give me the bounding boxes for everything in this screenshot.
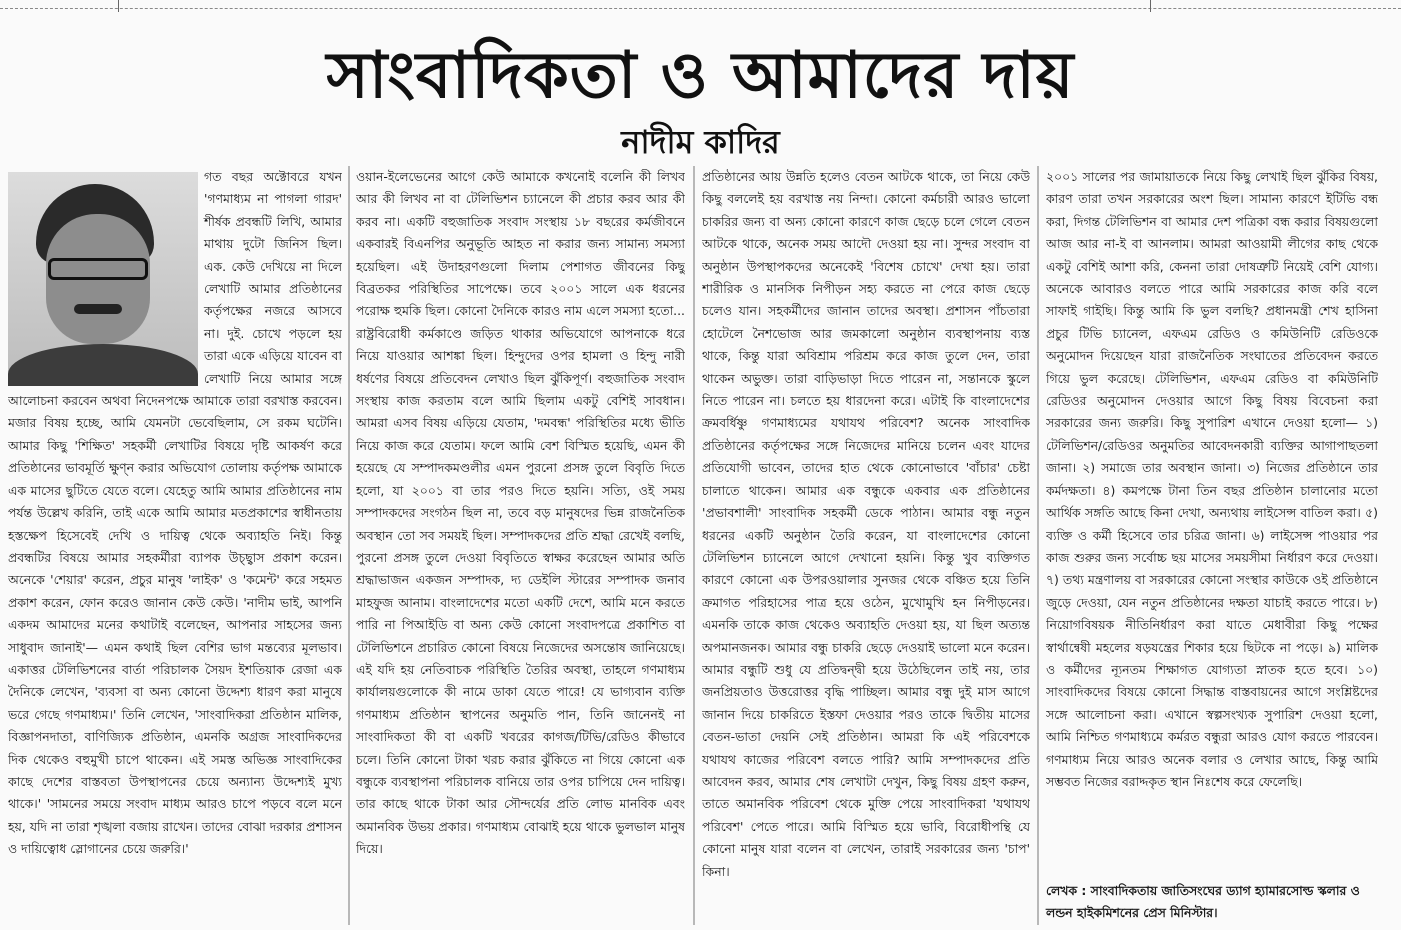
article-headline: সাংবাদিকতা ও আমাদের দায় [326, 39, 1075, 113]
author-note: লেখক : সাংবাদিকতায় জাতিসংঘের ড্যাগ হ্যামারসোল্ড স্কলার ও লন্ডন হাইকমিশনের প্রেস মিনিস্টার। [1046, 883, 1360, 920]
article-column-2 [356, 166, 685, 926]
portrait-glasses [48, 258, 148, 280]
article-column-4 [1046, 166, 1378, 874]
author-portrait-icon [8, 172, 198, 386]
portrait-mustache [74, 304, 122, 314]
column-2-text: ওয়ান-ইলেভেনের আগে কেউ আমাকে কখনোই বলেনি কী লিখব আর কী লিখব না বা টেলিভিশন চ্যানেলে কী প্রচার করব আর কী করব না। একটি বহুজাতিক সংবাদ সংস্থায় ১৮ বছরের কর্মজীবনে একবারই বিএনপির অনুভূতি আহত না করার জন্য সামান্য সমস্যা হয়েছিল। এই উদাহরণগুলো দিলাম পেশাগত জীবনের কিছু বিব্রতকর পরিস্থিতির সাপেক্ষে। তবে ২০০১ সালে এক ধরনের পরোক্ষ হুমকি ছিল। কোনো দৈনিকে কারও নাম এলে সমস্যা হতো... রাষ্ট্রবিরোধী কর্মকাণ্ডে জড়িত থাকার অভিযোগে আপনাকে ধরে নিয়ে যাওয়ার আশঙ্কা ছিল। হিন্দুদের ওপর হামলা ও হিন্দু নারী ধর্ষণের বিষয়ে প্রতিবেদন লেখাও ছিল ঝুঁকিপূর্ণ। বহুজাতিক সংবাদ সংস্থায় কাজ করতাম বলে আমি ছিলাম একটু বেশিই সাবধান। আমরা এসব বিষয় এড়িয়ে যেতাম, 'দমবন্ধ' পরিস্থিতির মধ্যে ভীতি নিয়ে কাজ করে যেতাম। ফলে আমি বেশ বিস্মিত হয়েছি, এমন কী হয়েছে যে সম্পাদকমণ্ডলীর এমন পুরনো প্রসঙ্গ তুলে বিবৃতি দিতে হলো, যা ২০০১ বা তার পরও দিতে হয়নি। সত্যি, ওই সময় সম্পাদকদের সংগঠন ছিল না, তবে বড় মানুষদের ভিন্ন রাজনৈতিক অবস্থান তো সব সময়ই ছিল। সম্পাদকদের প্রতি শ্রদ্ধা রেখেই বলছি, পুরনো প্রসঙ্গ তুলে দেওয়া বিবৃতিতে স্বাক্ষর করেছেন আমার অতি শ্রদ্ধাভাজন একজন সম্পাদক, দ্য ডেইলি স্টারের সম্পাদক জনাব মাহফুজ আনাম। বাংলাদেশের মতো একটি দেশে, আমি মনে করতে পারি না পিআইডি বা অন্য কেউ কোনো সংবাদপত্রে প্রকাশিত বা টেলিভিশনে প্রচারিত কোনো বিষয়ে নিজেদের অসন্তোষ জানিয়েছে। এই যদি হয় নেতিবাচক পরিস্থিতি তৈরির অবস্থা, তাহলে গণমাধ্যম কার্যালয়গুলোকে কী নামে ডাকা যেতে পারে! যে ভাগ্যবান ব্যক্তি গণমাধ্যম প্রতিষ্ঠান স্থাপনের অনুমতি পান, তিনি জানেনই না সাংবাদিকতা কী বা একটি খবরের কাগজ/টিভি/রেডিও কীভাবে চলে। তিনি কোনো টাকা খরচ করার ঝুঁকিতে না গিয়ে কোনো এক বন্ধুকে ব্যবস্থাপনা পরিচালক বানিয়ে তার ওপর চাপিয়ে দেন দায়িত্ব। তার কাছে থাকে টাকা আর সৌন্দর্যের প্রতি লোভ মানবিক এবং অমানবিক উভয় প্রকার। গণমাধ্যম বোঝাই হয়ে থাকে ভুলভাল মানুষ দিয়ে। [356, 169, 685, 857]
column-3-text: প্রতিষ্ঠানের আয় উন্নতি হলেও বেতন আটকে থাকে, তা নিয়ে কেউ কিছু বললেই হয় বরখাস্ত নয় নিন্দা। কোনো কর্মচারী আরও ভালো চাকরির জন্য বা অন্য কোনো কারণে কাজ ছেড়ে চলে গেলে বেতন আটকে থাকে, অনেক সময় আদৌ দেওয়া হয় না। সুন্দর সংবাদ বা অনুষ্ঠান উপস্থাপকদের অনেকেই 'বিশেষ চোখে' দেখা হয়। তারা শারীরিক ও মানসিক নিপীড়ন সহ্য করতে না পেরে কাজ ছেড়ে চলেও যান। সহকর্মীদের জানান তাদের অবস্থা। প্রশাসন পাঁচতারা হোটেলে নৈশভোজ আর জমকালো অনুষ্ঠান ব্যবস্থাপনায় ব্যস্ত থাকে, কিন্তু যারা অবিশ্রাম পরিশ্রম করে কাজ তুলে দেন, তারা থাকেন অভুক্ত। তারা বাড়িভাড়া দিতে পারেন না, সন্তানকে স্কুলে নিতে পারেন না। চলতে হয় ধারদেনা করে। এটাই কি বাংলাদেশের ক্রমবর্ধিষ্ণু গণমাধ্যমের যথাযথ পরিবেশ? অনেক সাংবাদিক প্রতিষ্ঠানের কর্তৃপক্ষের সঙ্গে নিজেদের মানিয়ে চলেন এবং যাদের প্রতিযোগী ভাবেন, তাদের হাত থেকে কোনোভাবে 'বাঁচার' চেষ্টা চালাতে থাকেন। আমার এক বন্ধুকে একবার এক প্রতিষ্ঠানের 'প্রভাবশালী' সাংবাদিক সহকর্মী ডেকে পাঠান। আমার বন্ধু নতুন ধরনের একটি অনুষ্ঠান তৈরি করেন, যা বাংলাদেশের কোনো টেলিভিশন চ্যানেলে আগে দেখানো হয়নি। কিন্তু খুব ব্যক্তিগত কারণে কোনো এক উপরওয়ালার সুনজর থেকে বঞ্চিত হয়ে তিনি ক্রমাগত পরিহাসের পাত্র হয়ে ওঠেন, মুখোমুখি হন নিপীড়নের। এমনকি তাকে কাজ থেকেও অব্যাহতি দেওয়া হয়, যা ছিল অত্যন্ত অপমানজনক। আমার বন্ধু চাকরি ছেড়ে দেওয়াই ভালো মনে করেন। আমার বন্ধুটি শুধু যে প্রতিদ্বন্দ্বী হয়ে উঠেছিলেন তাই নয়, তার জনপ্রিয়তাও উত্তরোত্তর বৃদ্ধি পাচ্ছিল। আমার বন্ধু দুই মাস আগে জানান দিয়ে চাকরিতে ইস্তফা দেওয়ার পরও তাকে দ্বিতীয় মাসের বেতন-ভাতা দেয়নি সেই প্রতিষ্ঠান। আমরা কি এই পরিবেশকে যথাযথ কাজের পরিবেশ বলতে পারি? আমি সম্পাদকদের প্রতি আবেদন করব, আমার শেষ লেখাটা দেখুন, কিছু বিষয় গ্রহণ করুন, তাতে অমানবিক পরিবেশ থেকে মুক্তি পেয়ে সাংবাদিকরা 'যথাযথ পরিবেশ' পেতে পারে। আমি বিস্মিত হয়ে ভাবি, বিরোধীপন্থি যে কোনো মানুষ যারা বলেন বা লেখেন, তারাই সরকারের জন্য 'চাপ' কিনা। [702, 169, 1030, 879]
article-byline: নাদীম কাদির [621, 123, 780, 161]
top-border-line [0, 8, 1401, 9]
column-1-text: গত বছর অক্টোবরে যখন 'গণমাধ্যম না পাগলা গারদ' শীর্ষক প্রবন্ধটি লিখি, আমার মাথায় দুটো জিনিস ছিল। এক. কেউ দেখিয়ে না দিলে লেখাটি আমার প্রতিষ্ঠানের কর্তৃপক্ষের নজরে আসবে না। দুই. চোখে পড়লে হয় তারা একে এড়িয়ে যাবেন বা লেখাটি নিয়ে আমার সঙ্গে আলোচনা করবেন অথবা নিদেনপক্ষে আমাকে তারা বরখাস্ত করবেন। মজার বিষয় হচ্ছে, আমি যেমনটা ভেবেছিলাম, সে রকম ঘটেনি। আমার কিছু 'শিক্ষিত' সহকর্মী লেখাটির বিষয়ে দৃষ্টি আকর্ষণ করে প্রতিষ্ঠানের ভাবমূর্তি ক্ষুণ্ন করার অভিযোগ তোলায় কর্তৃপক্ষ আমাকে এক মাসের ছুটিতে যেতে বলে। যেহেতু আমি আমার প্রতিষ্ঠানের নাম পর্যন্ত উল্লেখ করিনি, তাই একে আমি আমার মতপ্রকাশের স্বাধীনতায় হস্তক্ষেপ হিসেবেই দেখি ও দায়িত্ব থেকে অব্যাহতি নিই। কিন্তু প্রবন্ধটির বিষয়ে আমার সহকর্মীরা ব্যাপক উচ্ছ্বাস প্রকাশ করেন। অনেকে 'শেয়ার' করেন, প্রচুর মানুষ 'লাইক' ও 'কমেন্ট' করে সহমত প্রকাশ করেন, ফোন করেও জানান কেউ কেউ। 'নাদীম ভাই, আপনি একদম আমাদের মনের কথাটাই বলেছেন, আপনার সাহসের জন্য সাধুবাদ জানাই'— এমন কথাই ছিল বেশির ভাগ মন্তব্যের মূলভাব। একাত্তর টেলিভিশনের বার্তা পরিচালক সৈয়দ ইশতিয়াক রেজা এক দৈনিকে লেখেন, 'ব্যবসা বা অন্য কোনো উদ্দেশ্য ধারণ করা মানুষে ভরে গেছে গণমাধ্যম।' তিনি লেখেন, 'সাংবাদিকরা প্রতিষ্ঠান মালিক, বিজ্ঞাপনদাতা, বাণিজ্যিক প্রতিষ্ঠান, এমনকি অগ্রজ সাংবাদিকদের দিক থেকেও বহুমুখী চাপে থাকেন। এই সমস্ত অভিজ্ঞ সাংবাদিকের কাছে দেশের বাস্তবতা উপস্থাপনের চেয়ে অন্যান্য উদ্দেশ্যই মুখ্য থাকে।' 'সামনের সময়ে সংবাদ মাধ্যম আরও চাপে পড়বে বলে মনে হয়, যদি না তারা শৃঙ্খলা বজায় রাখেন। তাদের বোঝা দরকার প্রশাসন ও দায়িত্বোধ স্লোগানের চেয়ে জরুরি।' [8, 169, 342, 857]
article-column-3 [702, 166, 1030, 926]
article-column-1 [8, 166, 342, 926]
portrait-shirt [8, 344, 198, 386]
column-4-text: ২০০১ সালের পর জামায়াতকে নিয়ে কিছু লেখাই ছিল ঝুঁকির বিষয়, কারণ তারা তখন সরকারের অংশ ছিল। সামান্য কারণে ইটিভি বন্ধ করা, দিগন্ত টেলিভিশন বা আমার দেশ পত্রিকা বন্ধ করার বিষয়গুলো আজ আর না-ই বা আনলাম। আমরা আওয়ামী লীগের কাছ থেকে একটু বেশিই আশা করি, কেননা তারা দোষত্রুটি নিয়েই বেশি যোগ্য। অনেকে আবারও বলতে পারে আমি সরকারের কাজ করি বলে সাফাই গাইছি। কিন্তু আমি কি ভুল বলছি? প্রধানমন্ত্রী শেখ হাসিনা প্রচুর টিভি চ্যানেল, এফএম রেডিও ও কমিউনিটি রেডিওকে অনুমোদন দিয়েছেন যারা রাজনৈতিক সংঘাতের প্রতিবেদন করতে গিয়ে ভুল করেছে। টেলিভিশন, এফএম রেডিও বা কমিউনিটি রেডিওর অনুমোদন দেওয়ার আগে কিছু বিষয় বিবেচনা করা সরকারের জন্য জরুরি। কিছু সুপারিশ এখানে দেওয়া হলো— ১) টেলিভিশন/রেডিওর অনুমতির আবেদনকারী ব্যক্তির আগাপাছতলা জানা। ২) সমাজে তার অবস্থান জানা। ৩) নিজের প্রতিষ্ঠানে তার কর্মদক্ষতা। ৪) কমপক্ষে টানা তিন বছর প্রতিষ্ঠান চালানোর মতো আর্থিক সঙ্গতি আছে কিনা দেখা, অন্যথায় লাইসেন্স বাতিল করা। ৫) ব্যক্তি ও কর্মী হিসেবে তার চরিত্র জানা। ৬) লাইসেন্স পাওয়ার পর কাজ শুরুর জন্য সর্বোচ্চ ছয় মাসের সময়সীমা নির্ধারণ করে দেওয়া। ৭) তথ্য মন্ত্রণালয় বা সরকারের কোনো সংস্থার কাউকে ওই প্রতিষ্ঠানে জুড়ে দেওয়া, যেন নতুন প্রতিষ্ঠানের দক্ষতা যাচাই করতে পারে। ৮) নিয়োগবিষয়ক নীতিনির্ধারণ করা যাতে মেধাবীরা কিছু পক্ষের স্বার্থান্বেষী মহলের ষড়যন্ত্রের শিকার হয়ে ছিটকে না পড়ে। ৯) মালিক ও কর্মীদের ন্যূনতম শিক্ষাগত যোগ্যতা স্নাতক হতে হবে। ১০) সাংবাদিকদের বিষয়ে কোনো সিদ্ধান্ত বাস্তবায়নের আগে সংশ্লিষ্টদের সঙ্গে আলোচনা করা। এখানে স্বল্পসংখ্যক সুপারিশ দেওয়া হলো, আমি নিশ্চিত গণমাধ্যমে কর্মরত বন্ধুরা আরও যোগ করতে পারবেন। গণমাধ্যম নিয়ে আরও অনেক বলার ও লেখার আছে, কিন্তু আমি সম্ভবত নিজের বরাদ্দকৃত স্থান নিঃশেষ করে ফেলেছি। [1046, 169, 1378, 789]
top-column-tick [118, 0, 119, 12]
top-column-tick [1150, 0, 1151, 12]
